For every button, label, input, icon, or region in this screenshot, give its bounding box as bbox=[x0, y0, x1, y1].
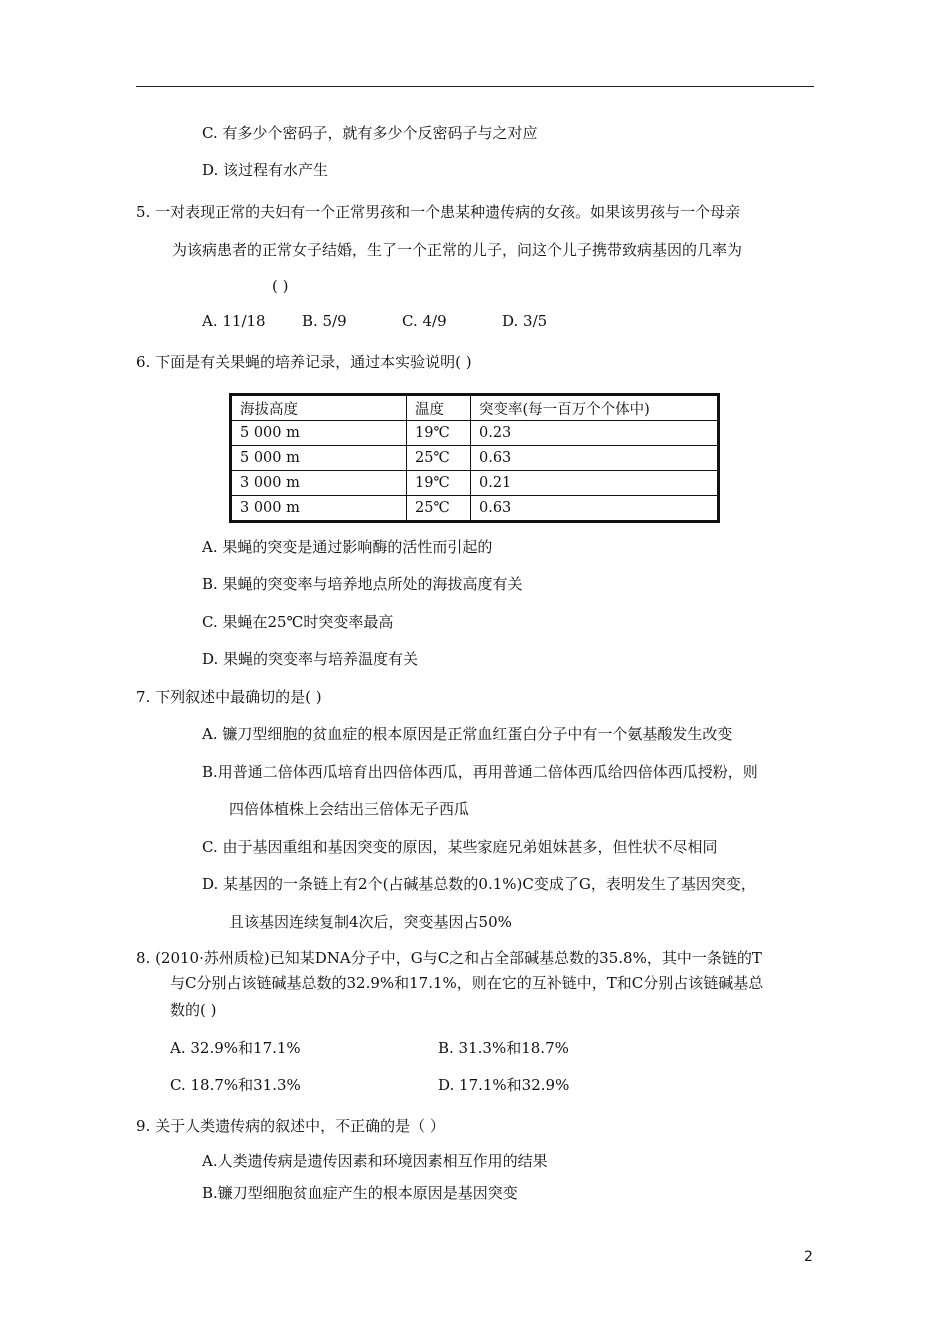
q8-option-a: A. 32.9%和17.1% bbox=[170, 1039, 301, 1057]
table-cell: 19℃ bbox=[407, 471, 471, 496]
q7-option-d-line2: 且该基因连续复制4次后，突变基因占50% bbox=[229, 913, 512, 931]
table-header-cell: 突变率(每一百万个个体中) bbox=[471, 395, 719, 421]
q5-option-d: D. 3/5 bbox=[502, 312, 548, 330]
table-cell: 3 000 m bbox=[231, 471, 407, 496]
table-row bbox=[231, 496, 719, 522]
q6-option-c: C. 果蝇在25℃时突变率最高 bbox=[202, 613, 394, 631]
table-cell: 0.63 bbox=[471, 496, 719, 522]
table-header-cell: 温度 bbox=[407, 395, 471, 421]
q5-stem-line1: 5. 一对表现正常的夫妇有一个正常男孩和一个患某种遗传病的女孩。如果该男孩与一个母亲 bbox=[136, 203, 741, 221]
q5-answer-blank: ( ) bbox=[272, 277, 289, 295]
q5-option-a: A. 11/18 bbox=[202, 312, 266, 330]
q9-option-a: A.人类遗传病是遗传因素和环境因素相互作用的结果 bbox=[202, 1152, 548, 1170]
table-cell: 19℃ bbox=[407, 421, 471, 446]
q5-option-c: C. 4/9 bbox=[402, 312, 447, 330]
q5-stem-line2: 为该病患者的正常女子结婚，生了一个正常的儿子，问这个儿子携带致病基因的几率为 bbox=[172, 241, 743, 259]
q7-option-d-line1: D. 某基因的一条链上有2个(占碱基总数的0.1%)C变成了G，表明发生了基因突变， bbox=[202, 875, 756, 893]
q9-option-b: B.镰刀型细胞贫血症产生的根本原因是基因突变 bbox=[202, 1184, 518, 1202]
table-cell: 0.23 bbox=[471, 421, 719, 446]
q6-option-b: B. 果蝇的突变率与培养地点所处的海拔高度有关 bbox=[202, 575, 523, 593]
table-row bbox=[231, 421, 719, 446]
q8-stem-line2: 与C分别占该链碱基总数的32.9%和17.1%，则在它的互补链中，T和C分别占该链碱基总 bbox=[170, 974, 764, 992]
q8-option-c: C. 18.7%和31.3% bbox=[170, 1076, 301, 1094]
table-row bbox=[231, 471, 719, 496]
header-rule bbox=[136, 86, 814, 87]
table-cell: 25℃ bbox=[407, 496, 471, 522]
q7-option-c: C. 由于基因重组和基因突变的原因，某些家庭兄弟姐妹甚多，但性状不尽相同 bbox=[202, 838, 718, 856]
q6-option-a: A. 果蝇的突变是通过影响酶的活性而引起的 bbox=[202, 538, 493, 556]
q5-option-b: B. 5/9 bbox=[302, 312, 347, 330]
page-number: 2 bbox=[804, 1249, 813, 1265]
table-cell: 25℃ bbox=[407, 446, 471, 471]
table-cell: 5 000 m bbox=[231, 446, 407, 471]
q7-option-b-line2: 四倍体植株上会结出三倍体无子西瓜 bbox=[229, 800, 470, 818]
q4-option-d: D. 该过程有水产生 bbox=[202, 161, 329, 179]
q9-stem: 9. 关于人类遗传病的叙述中，不正确的是（ ） bbox=[136, 1117, 445, 1135]
q7-stem: 7. 下列叙述中最确切的是( ) bbox=[136, 688, 322, 706]
q8-option-d: D. 17.1%和32.9% bbox=[438, 1076, 570, 1094]
q6-data-table bbox=[229, 393, 720, 523]
table-cell: 0.21 bbox=[471, 471, 719, 496]
q8-stem-line1: 8. (2010·苏州质检)已知某DNA分子中，G与C之和占全部碱基总数的35.8%，其中一条链的T bbox=[136, 949, 762, 967]
q6-option-d: D. 果蝇的突变率与培养温度有关 bbox=[202, 650, 419, 668]
q4-option-c: C. 有多少个密码子，就有多少个反密码子与之对应 bbox=[202, 124, 538, 142]
table-header-cell: 海拔高度 bbox=[231, 395, 407, 421]
table-cell: 5 000 m bbox=[231, 421, 407, 446]
q8-option-b: B. 31.3%和18.7% bbox=[438, 1039, 569, 1057]
q8-stem-line3: 数的( ) bbox=[170, 1001, 217, 1019]
q7-option-b-line1: B.用普通二倍体西瓜培育出四倍体西瓜，再用普通二倍体西瓜给四倍体西瓜授粉，则 bbox=[202, 763, 758, 781]
table-cell: 0.63 bbox=[471, 446, 719, 471]
table-row bbox=[231, 446, 719, 471]
table-header-row bbox=[231, 395, 719, 421]
q6-stem: 6. 下面是有关果蝇的培养记录，通过本实验说明( ) bbox=[136, 353, 472, 371]
q7-option-a: A. 镰刀型细胞的贫血症的根本原因是正常血红蛋白分子中有一个氨基酸发生改变 bbox=[202, 725, 733, 743]
table-cell: 3 000 m bbox=[231, 496, 407, 522]
